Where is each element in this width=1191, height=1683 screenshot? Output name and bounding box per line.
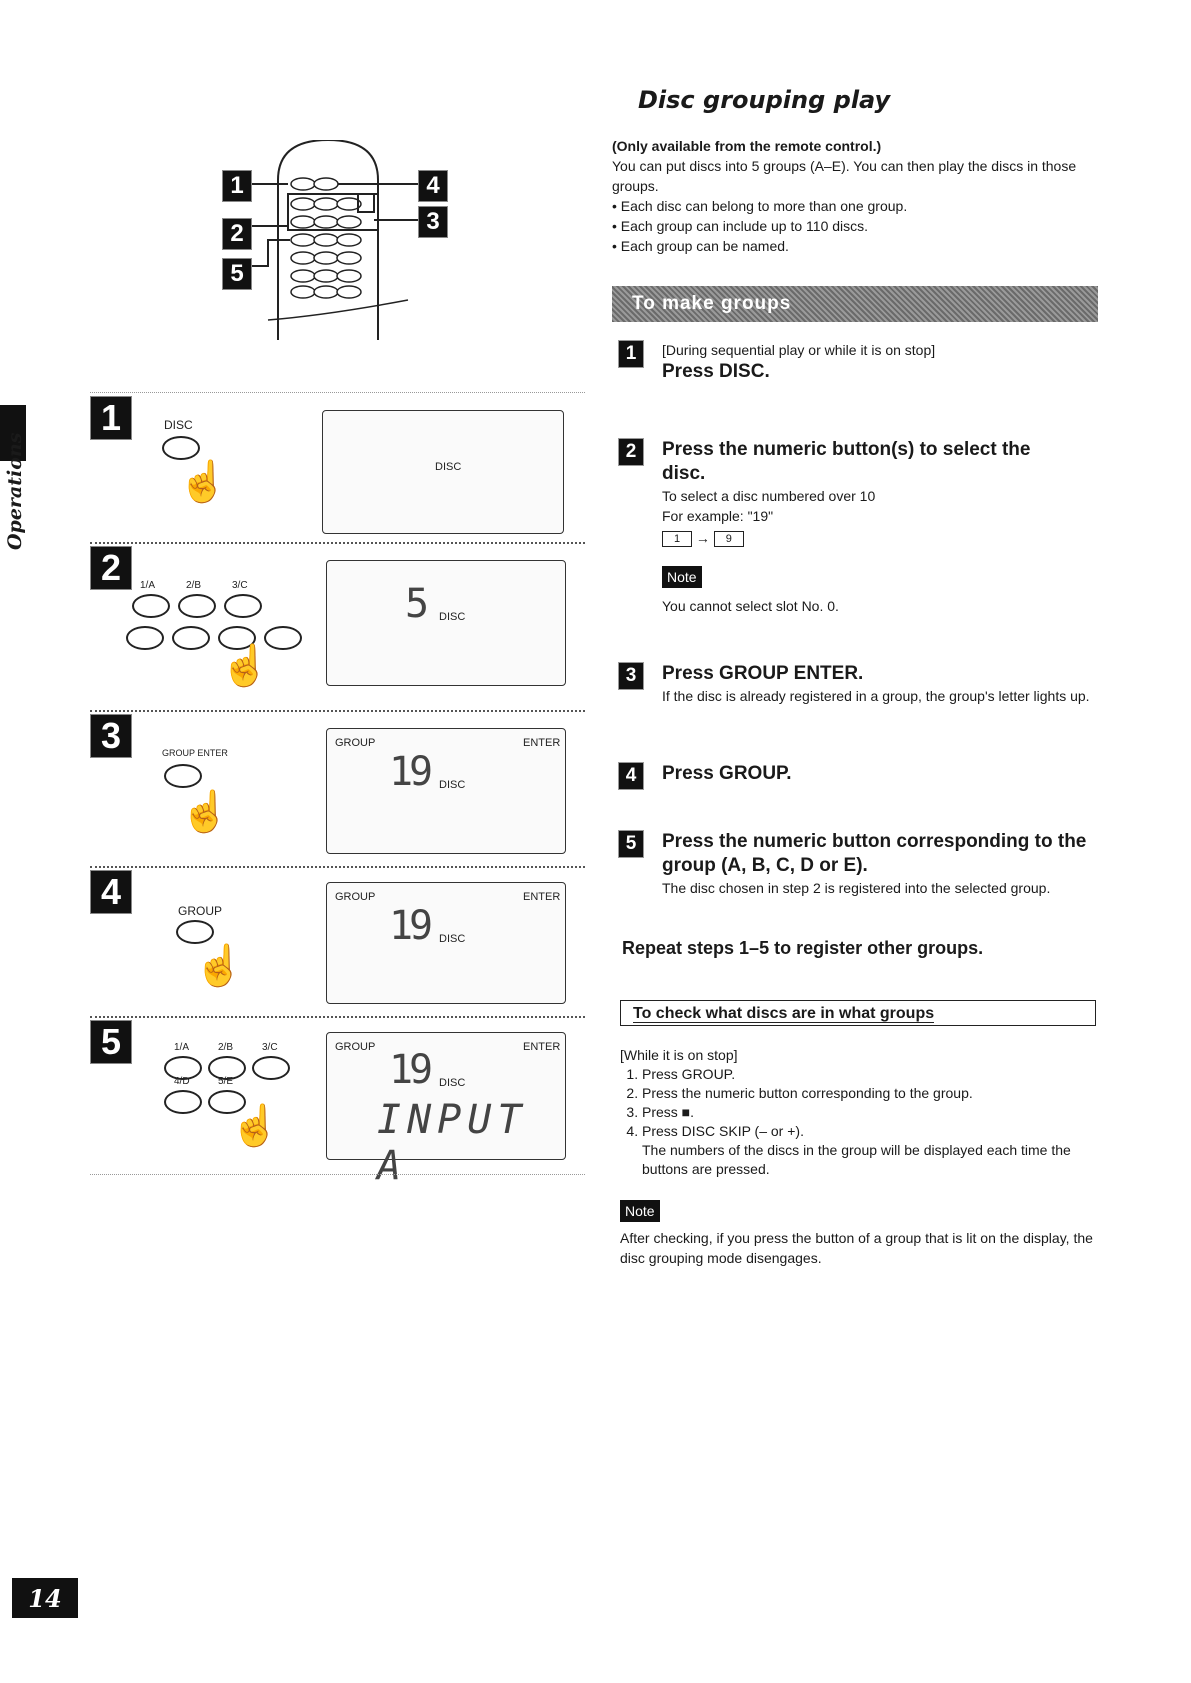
panel-step-badge: 2 bbox=[90, 546, 132, 590]
lcd-disc-units: 9 bbox=[409, 749, 434, 795]
lcd-display bbox=[326, 728, 566, 854]
step-precondition: [During sequential play or while it is on stop] bbox=[662, 342, 936, 358]
panel-step-badge: 5 bbox=[90, 1020, 132, 1064]
list-item: • Each group can be named. bbox=[612, 236, 1102, 256]
divider bbox=[90, 392, 585, 393]
callout-badge: 4 bbox=[418, 170, 448, 202]
pointing-hand-icon: ☝ bbox=[180, 790, 230, 834]
step-heading: Press GROUP ENTER. bbox=[662, 663, 864, 684]
button-label-3c: 3/C bbox=[262, 1042, 278, 1053]
lcd-group-indicator: GROUP bbox=[335, 1041, 376, 1053]
numeric-button-icon bbox=[252, 1056, 290, 1080]
list-item: 1. Press GROUP. bbox=[642, 1065, 1100, 1084]
step-badge: 1 bbox=[618, 340, 644, 368]
lcd-enter-indicator: ENTER bbox=[523, 737, 561, 749]
pointing-hand-icon: ☝ bbox=[220, 644, 270, 688]
check-instructions bbox=[620, 1046, 1100, 1179]
step-detail: To select a disc numbered over 10 bbox=[662, 488, 876, 504]
lcd-display bbox=[326, 1032, 566, 1189]
step-badge: 5 bbox=[618, 830, 644, 858]
lcd-disc-indicator: DISC bbox=[439, 1077, 466, 1089]
repeat-instruction: Repeat steps 1–5 to register other groups. bbox=[622, 938, 984, 958]
lcd-input-text: INPUT A bbox=[377, 1097, 528, 1189]
side-tab-label: Operations bbox=[4, 432, 26, 550]
step-1 bbox=[618, 340, 1108, 384]
divider bbox=[90, 866, 585, 868]
lcd-display bbox=[322, 410, 564, 534]
numeric-button-icon bbox=[126, 626, 164, 650]
check-precondition: [While it is on stop] bbox=[620, 1047, 738, 1063]
key-1: 1 bbox=[662, 531, 692, 547]
button-label-5e: 5/E bbox=[218, 1076, 234, 1087]
intro-bullets bbox=[612, 196, 1102, 256]
step-heading: Press the numeric button corresponding to the group (A, B, C, D or E). bbox=[662, 831, 1087, 876]
step-heading: Press GROUP. bbox=[662, 763, 792, 784]
step-2 bbox=[618, 438, 1108, 616]
step-heading: Press the numeric button(s) to select the disc. bbox=[662, 439, 1031, 484]
step-badge: 2 bbox=[618, 438, 644, 466]
lcd-disc-indicator: DISC bbox=[435, 461, 462, 473]
lcd-disc-number: 5 bbox=[405, 581, 430, 627]
panel-step-badge: 3 bbox=[90, 714, 132, 758]
lcd-group-indicator: GROUP bbox=[335, 891, 376, 903]
button-label-2b: 2/B bbox=[186, 580, 202, 591]
group-button-icon bbox=[176, 920, 214, 944]
lcd-disc-units: 9 bbox=[409, 1047, 434, 1093]
lcd-display bbox=[326, 560, 566, 686]
lcd-enter-indicator: ENTER bbox=[523, 891, 561, 903]
intro-body: You can put discs into 5 groups (A–E). You can then play the discs in those groups. bbox=[612, 158, 1077, 194]
remote-control-illustration bbox=[228, 140, 440, 340]
lcd-disc-tens: 1 bbox=[389, 749, 414, 795]
list-item: 4. Press DISC SKIP (– or +). bbox=[642, 1122, 1100, 1141]
disc-button-icon bbox=[162, 436, 200, 460]
step-3 bbox=[618, 662, 1108, 706]
note-text: After checking, if you press the button of a group that is lit on the display, the disc grouping mode disengages. bbox=[620, 1230, 1093, 1266]
pointing-hand-icon: ☝ bbox=[230, 1104, 280, 1148]
lcd-disc-tens: 1 bbox=[389, 1047, 414, 1093]
button-label-1a: 1/A bbox=[140, 580, 156, 591]
step-note: You cannot select slot No. 0. bbox=[662, 598, 839, 614]
step-detail: If the disc is already registered in a group, the group's letter lights up. bbox=[662, 688, 1090, 704]
group-button-label: GROUP bbox=[178, 904, 223, 918]
lcd-display bbox=[326, 882, 566, 1004]
step-5 bbox=[618, 830, 1108, 898]
callout-badge: 1 bbox=[222, 170, 252, 202]
key-9: 9 bbox=[714, 531, 744, 547]
subsection-heading bbox=[620, 1000, 1096, 1026]
button-label-2b: 2/B bbox=[218, 1042, 234, 1053]
lcd-group-indicator: GROUP bbox=[335, 737, 376, 749]
numeric-button-icon bbox=[224, 594, 262, 618]
lcd-disc-tens: 1 bbox=[389, 903, 414, 949]
section-banner bbox=[612, 286, 1098, 322]
step-example: For example: "19" bbox=[662, 508, 774, 524]
check-steps bbox=[620, 1065, 1100, 1141]
callout-badge: 5 bbox=[222, 258, 252, 290]
intro-text bbox=[612, 136, 1102, 256]
step-badge: 3 bbox=[618, 662, 644, 690]
step-badge: 4 bbox=[618, 762, 644, 790]
lcd-disc-units: 9 bbox=[409, 903, 434, 949]
numeric-button-icon bbox=[164, 1090, 202, 1114]
callout-badge: 3 bbox=[418, 206, 448, 238]
key-sequence bbox=[662, 528, 1108, 548]
list-item: • Each group can include up to 110 discs. bbox=[612, 216, 1102, 236]
group-enter-button-icon bbox=[164, 764, 202, 788]
numeric-button-icon bbox=[132, 594, 170, 618]
lcd-enter-indicator: ENTER bbox=[523, 1041, 561, 1053]
numeric-button-icon bbox=[172, 626, 210, 650]
arrow-icon: → bbox=[695, 530, 710, 546]
section-banner-title: To make groups bbox=[632, 293, 792, 314]
panel-step-badge: 1 bbox=[90, 396, 132, 440]
disc-button-label: DISC bbox=[164, 418, 193, 432]
divider bbox=[90, 542, 585, 544]
note-label: Note bbox=[620, 1200, 660, 1222]
list-item: 3. Press ■. bbox=[642, 1103, 1100, 1122]
divider bbox=[90, 710, 585, 712]
lcd-disc-indicator: DISC bbox=[439, 611, 466, 623]
pointing-hand-icon: ☝ bbox=[194, 944, 244, 988]
note-label: Note bbox=[662, 566, 702, 588]
list-item: 2. Press the numeric button corresponding to the group. bbox=[642, 1084, 1100, 1103]
panel-step-badge: 4 bbox=[90, 870, 132, 914]
subsection-title: To check what discs are in what groups bbox=[633, 1005, 935, 1022]
lcd-disc-indicator: DISC bbox=[439, 933, 466, 945]
group-enter-button-label: GROUP ENTER bbox=[162, 748, 228, 758]
numeric-button-icon bbox=[178, 594, 216, 618]
step-heading: Press DISC. bbox=[662, 361, 770, 382]
step-4 bbox=[618, 762, 1108, 786]
list-item: • Each disc can belong to more than one group. bbox=[612, 196, 1102, 216]
remote-icon bbox=[228, 140, 428, 340]
button-label-4d: 4/D bbox=[174, 1076, 190, 1087]
button-label-1a: 1/A bbox=[174, 1042, 190, 1053]
pointing-hand-icon: ☝ bbox=[178, 460, 228, 504]
bottom-note bbox=[620, 1200, 1102, 1268]
step-detail: The disc chosen in step 2 is registered into the selected group. bbox=[662, 880, 1051, 896]
page-number: 14 bbox=[12, 1578, 78, 1618]
divider bbox=[90, 1174, 585, 1175]
divider bbox=[90, 1016, 585, 1018]
step-illustrations bbox=[90, 392, 590, 1189]
lcd-disc-indicator: DISC bbox=[439, 779, 466, 791]
intro-lead: (Only available from the remote control.) bbox=[612, 138, 882, 154]
check-result: The numbers of the discs in the group will be displayed each time the buttons are pressed. bbox=[642, 1142, 1071, 1177]
button-label-3c: 3/C bbox=[232, 580, 248, 591]
page-title: Disc grouping play bbox=[638, 86, 891, 114]
callout-badge: 2 bbox=[222, 218, 252, 250]
